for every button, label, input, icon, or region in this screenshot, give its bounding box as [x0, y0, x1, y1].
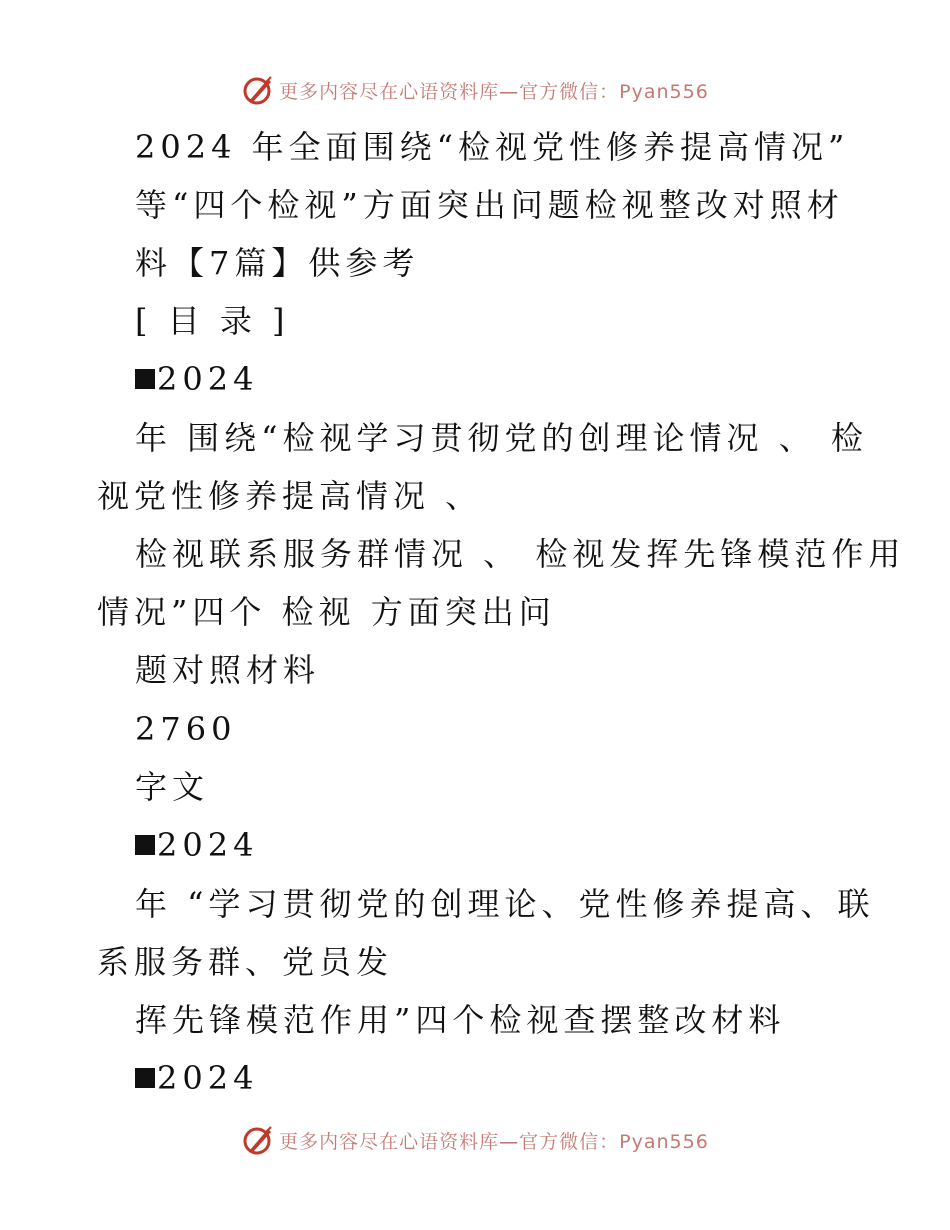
toc-entry-2-line-2: 系服务群、党员发: [97, 943, 394, 981]
toc-entry-1-line-2: 视党性修养提高情况 、: [97, 477, 483, 515]
header-banner: [0, 70, 950, 110]
banner-main-text: 更多内容尽在心语资料库: [279, 80, 500, 103]
toc-entry-1-line-4: 情况”四个 检视 方面突出问: [97, 593, 556, 631]
toc-entry-2-line-3: 挥先锋模范作用”四个检视查摆整改材料: [135, 1001, 786, 1039]
document-title-line-1: 2024 年全面围绕“检视党性修养提高情况”: [135, 128, 850, 166]
toc-entry-2-line-1: 年 “学习贯彻党的创理论、党性修养提高、联: [135, 885, 875, 923]
banner-wechat-text: 官方微信：Pyan556: [519, 1130, 709, 1153]
toc-entry-1-line-3: 检视联系服务群情况 、 检视发挥先锋模范作用: [135, 535, 906, 573]
toc-entry-3-year-text: 2024: [157, 1059, 259, 1097]
banner-text: [279, 1127, 709, 1154]
banner-text: [279, 77, 709, 104]
banner-main-text: 更多内容尽在心语资料库: [279, 1130, 500, 1153]
banner-wechat-text: 官方微信：Pyan556: [519, 80, 709, 103]
footer-banner: [0, 1120, 950, 1160]
toc-entry-1-line-1: 年 围绕“检视学习贯彻党的创理论情况 、 检: [135, 419, 868, 457]
bullet-square-icon: [135, 835, 155, 855]
toc-entry-1-count: 2760: [135, 710, 237, 748]
quill-logo-icon: [241, 73, 275, 107]
toc-entry-1-year-text: 2024: [157, 360, 259, 398]
bullet-square-icon: [135, 369, 155, 389]
toc-entry-1-year: [0, 359, 950, 399]
toc-entry-2-year-text: 2024: [157, 826, 259, 864]
toc-entry-2-year: [0, 825, 950, 865]
quill-logo-icon: [241, 1123, 275, 1157]
document-title-line-3: 料【7篇】供参考: [135, 244, 420, 282]
bullet-square-icon: [135, 1068, 155, 1088]
banner-dash: —: [499, 80, 520, 103]
banner-dash: —: [499, 1130, 520, 1153]
toc-entry-3-year: [0, 1058, 950, 1098]
toc-entry-1-unit: 字文: [135, 768, 210, 806]
document-title-line-2: 等“四个检视”方面突出问题检视整改对照材: [135, 186, 844, 224]
toc-entry-1-line-5: 题对照材料: [135, 651, 321, 689]
toc-heading: [ 目 录 ]: [135, 302, 290, 340]
